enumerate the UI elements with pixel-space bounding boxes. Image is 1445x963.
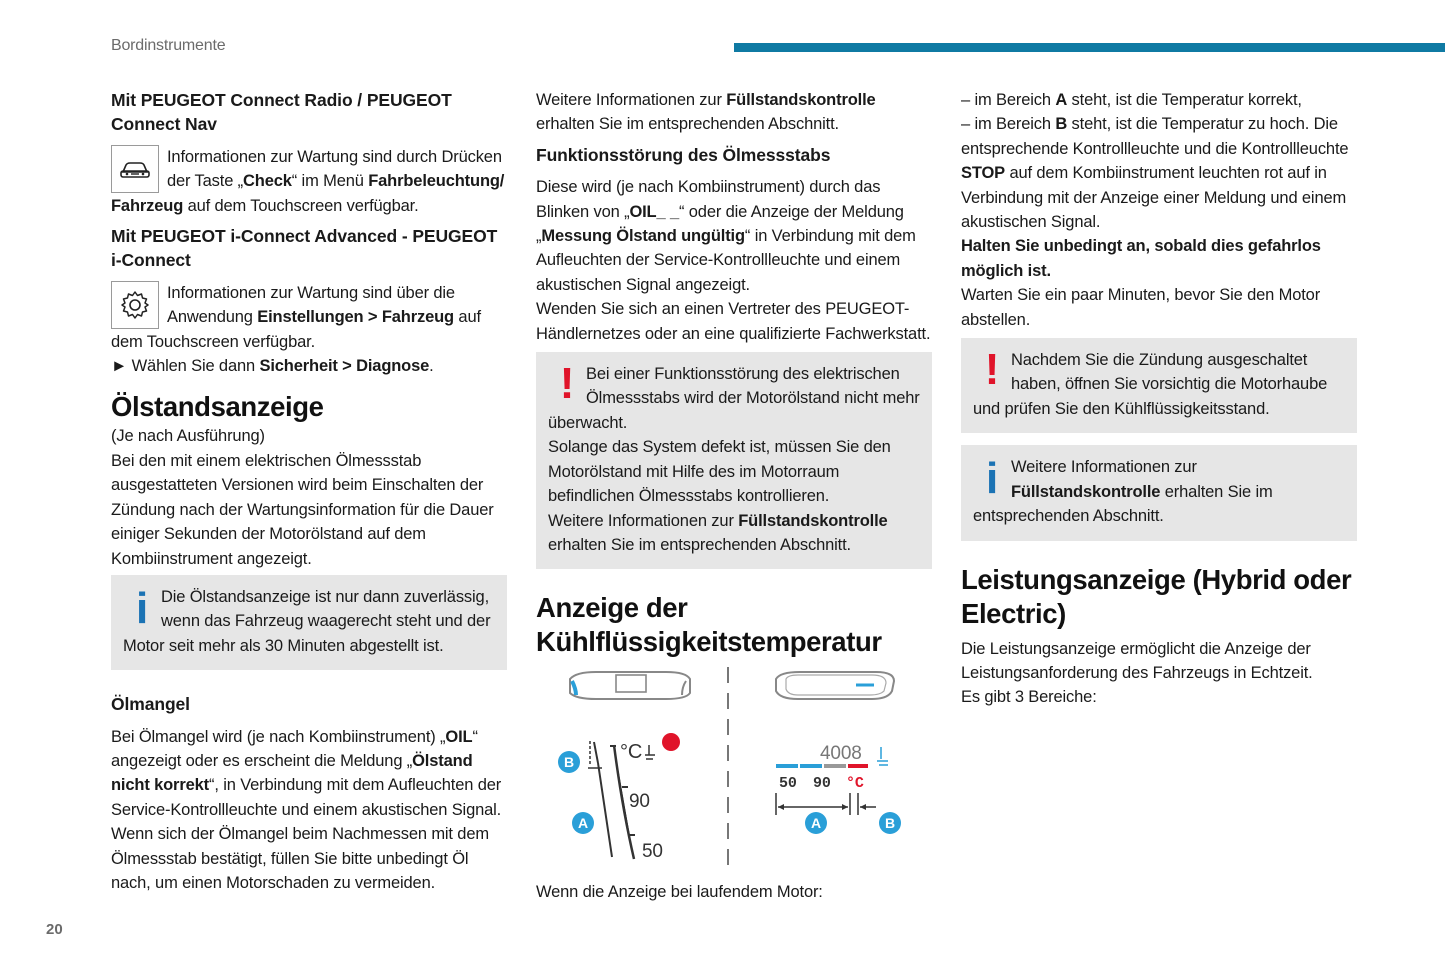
svg-text:B: B xyxy=(564,754,574,771)
warning-note-coolant xyxy=(961,338,1357,433)
column-1 xyxy=(111,88,507,895)
gauge-right-tick-50: 50 xyxy=(779,775,797,793)
contact-dealer-text: Wenden Sie sich an einen Vertreter des PEUGEOT-Händlernetzes oder an eine qualifizierte Fachwerkstatt. xyxy=(536,300,931,343)
gauge-right-unit: °C xyxy=(846,775,864,793)
info-icon: i xyxy=(135,583,149,633)
coolant-gauge-right xyxy=(776,743,901,834)
wait-instruction: Warten Sie ein paar Minuten, bevor Sie den Motor abstellen. xyxy=(961,286,1321,329)
coolant-gauge-left xyxy=(558,733,680,862)
subheading-dipstick-fault: Funktionsstörung des Ölmessstabs xyxy=(536,144,831,165)
cluster-left-icon xyxy=(570,672,690,699)
gauge-tick-50: 50 xyxy=(642,841,663,863)
gauge-unit-label: °C xyxy=(620,741,643,764)
fill-level-reference: Weitere Informationen zur Füllstandskontrolle erhalten Sie im entsprechenden Abschnitt. xyxy=(536,91,876,134)
cluster-right-icon xyxy=(776,672,894,699)
running-header: Bordinstrumente xyxy=(111,37,226,54)
page-number: 20 xyxy=(46,921,63,938)
warning-note-dipstick xyxy=(536,352,932,569)
three-zones-text: Es gibt 3 Bereiche: xyxy=(961,688,1097,707)
warning-note-text-1: Bei einer Funktionsstörung des elektrischen Ölmessstabs wird der Motorölstand nicht mehr überwacht. xyxy=(548,365,920,432)
info-note-oil-level xyxy=(111,575,507,670)
svg-text:A: A xyxy=(811,815,821,832)
oil-refill-text: Wenn sich der Ölmangel beim Nachmessen mit dem Ölmessstab bestätigt, füllen Sie bitte unbedingt Öl nach, um einen Motorschaden zu vermeiden. xyxy=(111,825,489,892)
engine-running-text: Wenn die Anzeige bei laufendem Motor: xyxy=(536,883,823,902)
warning-note-text-2: Solange das System defekt ist, müssen Sie den Motorölstand mit Hilfe des im Motorraum befindlichen Ölmessstabs kontrollieren. xyxy=(548,438,891,506)
i-connect-paragraph xyxy=(111,281,507,354)
warning-icon: ! xyxy=(559,359,575,409)
i-connect-text: Informationen zur Wartung sind über die Anwendung Einstellungen > Fahrzeug auf dem Touchscreen verfügbar. xyxy=(111,283,481,351)
column-2 xyxy=(536,88,932,905)
oil-shortage-text: Bei Ölmangel wird (je nach Kombiinstrument) „OIL“ angezeigt oder es erscheint die Meldung „Ölstand nicht korrekt“, in Verbindung mit dem Aufleuchten der Service-Kontrollleuchte und einem akustischen Signal. xyxy=(111,727,502,819)
stop-instruction: Halten Sie unbedingt an, sobald dies gefahrlos möglich ist. xyxy=(961,237,1321,280)
info-note-text: Die Ölstandsanzeige ist nur dann zuverlässig, wenn das Fahrzeug waagerecht steht und der Motor seit mehr als 30 Minuten abgestellt ist. xyxy=(123,587,491,655)
coolant-gauge-illustration xyxy=(536,667,932,874)
gauge-right-tick-90: 90 xyxy=(813,775,831,793)
warning-icon: ! xyxy=(984,345,1000,395)
subheading-i-connect: Mit PEUGEOT i-Connect Advanced - PEUGEOT i-Connect xyxy=(111,226,498,271)
svg-text:A: A xyxy=(578,815,588,832)
info-note-fill-level xyxy=(961,445,1357,540)
column-3 xyxy=(961,88,1357,710)
heading-oil-level: Ölstandsanzeige xyxy=(111,391,324,423)
car-icon xyxy=(111,145,159,193)
oil-level-description: Bei den mit einem elektrischen Ölmessstab ausgestatteten Versionen wird beim Einschalten der Zündung nach der Wartungsinformation für die Dauer einiger Sekunden der Motorölstand auf dem Kombiinstrument angezeigt. xyxy=(111,451,494,568)
alert-dot xyxy=(662,733,680,751)
gauge-tick-90: 90 xyxy=(629,791,650,813)
svg-text:B: B xyxy=(885,815,895,832)
warning-note-coolant-text: Nachdem Sie die Zündung ausgeschaltet haben, öffnen Sie vorsichtig die Motorhaube und prüfen Sie den Kühlflüssigkeitsstand. xyxy=(973,351,1328,418)
heading-coolant-temperature: Anzeige der Kühlflüssigkeitstemperatur xyxy=(536,592,882,658)
subheading-oil-shortage: Ölmangel xyxy=(111,694,190,715)
info-icon: i xyxy=(985,454,999,504)
gear-icon xyxy=(111,281,159,329)
power-display-text: Die Leistungsanzeige ermöglicht die Anzeige der Leistungsanforderung des Fahrzeugs in Echtzeit. xyxy=(961,639,1313,682)
info-note-fill-level-text: Weitere Informationen zur Füllstandskontrolle erhalten Sie im entsprechenden Abschnitt. xyxy=(973,458,1273,526)
zone-b-item: – im Bereich B steht, ist die Temperatur zu hoch. Die entsprechende Kontrollleuchte und die Kontrollleuchte STOP auf dem Kombiinstrument leuchten rot auf in Verbindung mit der Anzeige einer Meldung und einem akustischen Signal. xyxy=(961,115,1349,232)
dipstick-fault-text: Diese wird (je nach Kombiinstrument) durch das Blinken von „OIL_ _“ oder die Anzeige der Meldung „Messung Ölstand ungültig“ in Verbindung mit dem Aufleuchten der Service-Kontrollleuchte und einem akustischen Signal angezeigt. xyxy=(536,178,916,294)
header-accent-bar xyxy=(734,43,1445,52)
odometer-value: 4008 xyxy=(820,743,862,765)
bullet-select-safety: ► Wählen Sie dann Sicherheit > Diagnose. xyxy=(111,357,434,376)
zone-a-item: – im Bereich A steht, ist die Temperatur korrekt, xyxy=(961,91,1302,109)
subheading-connect-radio: Mit PEUGEOT Connect Radio / PEUGEOT Connect Nav xyxy=(111,90,452,135)
warning-note-text-3: Weitere Informationen zur Füllstandskontrolle erhalten Sie im entsprechenden Abschnitt. xyxy=(548,511,888,554)
connect-radio-text: Informationen zur Wartung sind durch Drücken der Taste „Check“ im Menü Fahrbeleuchtung/ Fahrzeug auf dem Touchscreen verfügbar. xyxy=(111,147,505,215)
oil-level-variant: (Je nach Ausführung) xyxy=(111,427,265,446)
heading-power-display: Leistungsanzeige (Hybrid oder Electric) xyxy=(961,563,1352,629)
connect-radio-paragraph xyxy=(111,145,507,218)
